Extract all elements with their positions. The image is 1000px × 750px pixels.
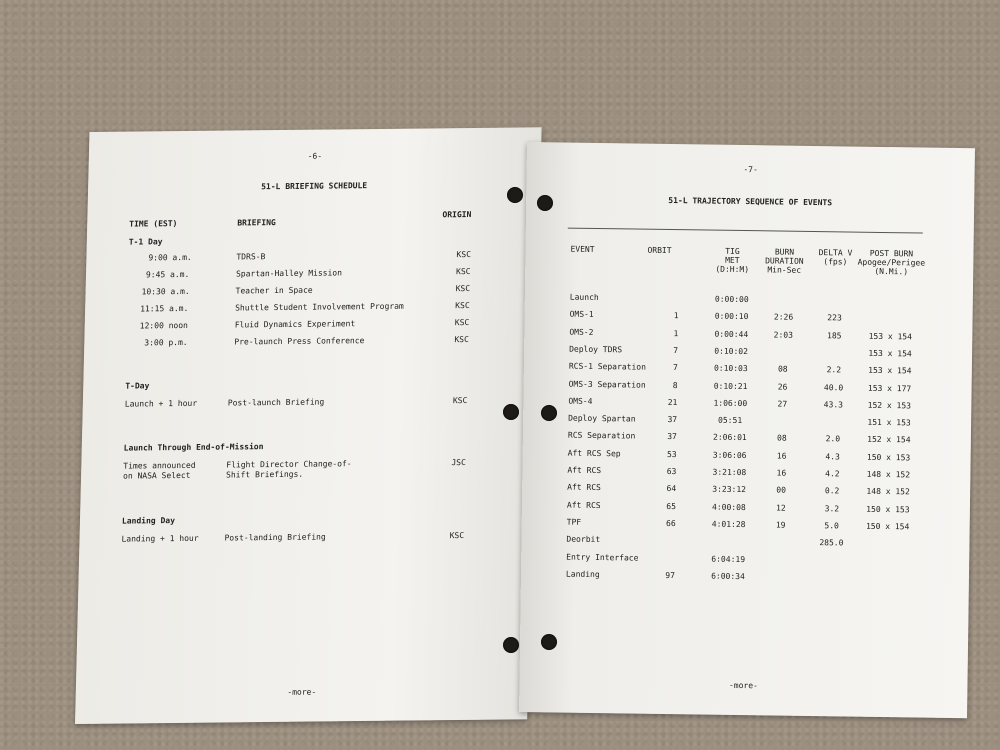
delta-v-cell: [813, 417, 853, 418]
header-rule: [568, 228, 923, 234]
time-cell: 11:15 a.m.: [140, 303, 189, 314]
binder-hole: [537, 195, 553, 211]
page-title: 51-L BRIEFING SCHEDULE: [261, 181, 368, 192]
page-footer: -more-: [287, 687, 317, 697]
page-footer: -more-: [728, 680, 758, 691]
post-burn-cell: 153 x 154: [868, 348, 912, 359]
orbit-cell: 1: [673, 328, 679, 338]
burn-cell: 2:03: [773, 330, 794, 340]
origin-cell: KSC: [456, 249, 472, 260]
delta-v-cell: 40.0: [823, 382, 844, 392]
time-cell: Launch + 1 hour: [124, 398, 198, 409]
orbit-cell: 97: [665, 570, 676, 580]
section-heading: T-1 Day: [128, 237, 163, 247]
burn-cell: 08: [777, 364, 788, 374]
delta-v-cell: 0.2: [824, 486, 840, 496]
page-number: -7-: [743, 165, 758, 175]
header-post-burn: (N.Mi.): [874, 266, 909, 277]
header-origin: ORIGIN: [442, 210, 472, 220]
briefing-cell: Post-launch Briefing: [227, 397, 325, 408]
header-time: TIME (EST): [129, 219, 178, 229]
briefing-cell: Shuttle Student Involvement Program: [235, 301, 404, 313]
met-cell: 1:06:00: [713, 398, 748, 408]
binder-hole: [503, 637, 519, 653]
event-cell: RCS Separation: [567, 430, 636, 441]
post-burn-cell: 148 x 152: [866, 487, 910, 497]
page-number: -6-: [307, 151, 323, 161]
orbit-cell: 7: [673, 345, 679, 356]
burn-cell: [753, 572, 807, 573]
event-cell: OMS-3 Separation: [568, 379, 646, 390]
met-cell: 3:21:08: [712, 467, 747, 478]
burn-cell: 08: [776, 433, 787, 444]
delta-v-cell: [811, 573, 851, 574]
met-cell: 3:23:12: [712, 484, 747, 495]
header-burn: DURATION: [765, 256, 804, 266]
orbit-cell: 1: [673, 311, 679, 321]
briefing-cell: Fluid Dynamics Experiment: [234, 319, 356, 330]
orbit-cell: 37: [667, 415, 678, 425]
section-heading: T-Day: [125, 381, 150, 391]
post-burn-cell: [855, 297, 927, 298]
met-cell: [707, 537, 751, 538]
origin-cell: JSC: [451, 457, 466, 468]
briefing-cell: Pre-launch Press Conference: [234, 336, 365, 347]
delta-v-cell: 43.3: [823, 399, 844, 410]
header-orbit: ORBIT: [647, 245, 672, 256]
orbit-cell: 7: [672, 363, 678, 373]
post-burn-cell: 150 x 153: [866, 452, 911, 463]
event-cell: TPF: [566, 517, 582, 527]
burn-cell: 16: [776, 451, 787, 461]
event-cell: Deorbit: [566, 534, 601, 545]
briefing-cell: Shift Briefings.: [225, 469, 304, 480]
burn-cell: 26: [777, 382, 788, 392]
met-cell: 05:51: [718, 415, 743, 426]
burn-cell: 16: [776, 468, 787, 478]
event-cell: Aft RCS: [567, 465, 602, 476]
orbit-cell: 63: [666, 466, 677, 477]
event-cell: Aft RCS Sep: [567, 448, 621, 459]
origin-cell: KSC: [455, 266, 471, 277]
event-cell: Launch: [569, 292, 599, 303]
met-cell: 0:10:02: [714, 346, 749, 356]
header-event: EVENT: [570, 244, 595, 254]
burn-cell: 27: [777, 399, 788, 409]
post-burn-cell: 153 x 154: [868, 365, 912, 376]
section-heading: Launch Through End-of-Mission: [123, 442, 264, 453]
delta-v-cell: [811, 556, 851, 557]
briefing-cell: TDRS-B: [236, 252, 266, 262]
time-cell: Times announced: [123, 460, 196, 471]
orbit-cell: 21: [667, 397, 678, 407]
met-cell: 6:04:19: [711, 554, 746, 564]
event-cell: OMS-2: [569, 327, 594, 337]
origin-cell: KSC: [455, 283, 471, 294]
delta-v-cell: 2.2: [826, 365, 842, 375]
met-cell: 0:10:21: [713, 381, 748, 391]
met-cell: 6:00:34: [711, 571, 745, 581]
burn-cell: 00: [776, 485, 787, 495]
binder-hole: [541, 634, 557, 650]
time-cell: 9:45 a.m.: [145, 269, 190, 280]
time-cell: 9:00 a.m.: [148, 252, 192, 263]
event-cell: Aft RCS: [567, 482, 601, 493]
event-cell: Aft RCS: [566, 500, 601, 510]
delta-v-cell: 223: [827, 313, 842, 323]
briefing-cell: Flight Director Change-of-: [226, 459, 352, 470]
post-burn-cell: 151 x 153: [867, 417, 911, 428]
header-tig: (D:H:M): [715, 264, 750, 275]
briefing-cell: Teacher in Space: [235, 285, 313, 296]
met-cell: 0:00:00: [714, 294, 749, 305]
post-burn-cell: 148 x 152: [866, 469, 911, 480]
post-burn-cell: 152 x 153: [867, 400, 912, 411]
briefing-cell: Post-landing Briefing: [224, 532, 326, 543]
header-post-burn: POST BURN: [869, 248, 914, 259]
header-briefing: BRIEFING: [237, 218, 276, 228]
delta-v-cell: 2.0: [825, 434, 841, 444]
origin-cell: KSC: [449, 530, 465, 541]
header-delta-v: (fps): [823, 257, 848, 267]
delta-v-cell: [815, 296, 855, 297]
header-tig: MET: [725, 255, 740, 265]
burn-cell: [753, 555, 807, 556]
post-burn-cell: [851, 556, 923, 557]
header-burn: Min-Sec: [767, 265, 802, 275]
section-heading: Landing Day: [121, 516, 176, 526]
event-cell: OMS-4: [568, 396, 593, 406]
delta-v-cell: 285.0: [819, 538, 844, 548]
origin-cell: KSC: [454, 317, 470, 328]
time-cell: 10:30 a.m.: [141, 286, 190, 297]
header-tig: TIG: [725, 246, 740, 256]
binder-hole: [541, 405, 557, 421]
page-title: 51-L TRAJECTORY SEQUENCE OF EVENTS: [668, 195, 833, 208]
orbit-cell: 8: [672, 380, 678, 390]
met-cell: 4:00:08: [712, 502, 746, 512]
post-burn-cell: 152 x 154: [867, 435, 911, 445]
delta-v-cell: 185: [827, 330, 842, 341]
post-burn-cell: 153 x 177: [867, 383, 912, 393]
post-burn-cell: [855, 314, 927, 315]
time-cell: 3:00 p.m.: [144, 337, 188, 348]
delta-v-cell: [814, 348, 854, 349]
post-burn-cell: 153 x 154: [868, 331, 913, 341]
right-page: [519, 142, 975, 718]
left-page: [75, 127, 542, 724]
met-cell: 0:00:10: [714, 311, 749, 322]
post-burn-cell: 150 x 154: [865, 521, 910, 532]
post-burn-cell: 150 x 153: [866, 504, 910, 514]
met-cell: 0:00:44: [714, 329, 749, 339]
delta-v-cell: 4.2: [825, 469, 840, 479]
burn-cell: [755, 416, 809, 417]
event-cell: Deploy TDRS: [569, 344, 623, 355]
burn-cell: [756, 347, 810, 348]
header-post-burn: Apogee/Perigee: [857, 257, 926, 268]
met-cell: 0:10:03: [713, 363, 748, 374]
event-cell: Deploy Spartan: [568, 413, 636, 424]
orbit-cell: 66: [665, 518, 676, 529]
burn-cell: 19: [775, 520, 786, 530]
time-cell: on NASA Select: [122, 470, 191, 481]
event-cell: OMS-1: [569, 309, 594, 320]
origin-cell: KSC: [454, 334, 469, 345]
event-cell: RCS-1 Separation: [568, 361, 646, 372]
post-burn-cell: [851, 573, 923, 574]
met-cell: 2:06:01: [712, 433, 747, 443]
delta-v-cell: 4.3: [825, 451, 840, 462]
burn-cell: [754, 537, 808, 538]
origin-cell: KSC: [455, 300, 470, 311]
header-burn: BURN: [774, 247, 795, 257]
orbit-cell: 37: [667, 432, 677, 442]
briefing-cell: Spartan-Halley Mission: [235, 268, 343, 279]
delta-v-cell: 5.0: [824, 521, 839, 531]
burn-cell: [757, 295, 811, 296]
orbit-cell: 64: [666, 484, 677, 494]
orbit-cell: 65: [666, 501, 676, 511]
burn-cell: 12: [776, 503, 786, 513]
met-cell: 4:01:28: [711, 519, 746, 529]
header-delta-v: DELTA V: [818, 248, 853, 258]
time-cell: 12:00 noon: [139, 320, 189, 331]
time-cell: Landing + 1 hour: [121, 533, 199, 544]
burn-cell: 2:26: [773, 312, 794, 323]
orbit-cell: 53: [666, 449, 677, 459]
binder-hole: [503, 404, 519, 420]
binder-hole: [507, 187, 523, 203]
origin-cell: KSC: [452, 395, 468, 406]
delta-v-cell: 3.2: [824, 503, 840, 513]
met-cell: 3:06:06: [712, 450, 747, 460]
post-burn-cell: [851, 539, 923, 540]
event-cell: Entry Interface: [566, 552, 639, 563]
event-cell: Landing: [565, 569, 600, 579]
